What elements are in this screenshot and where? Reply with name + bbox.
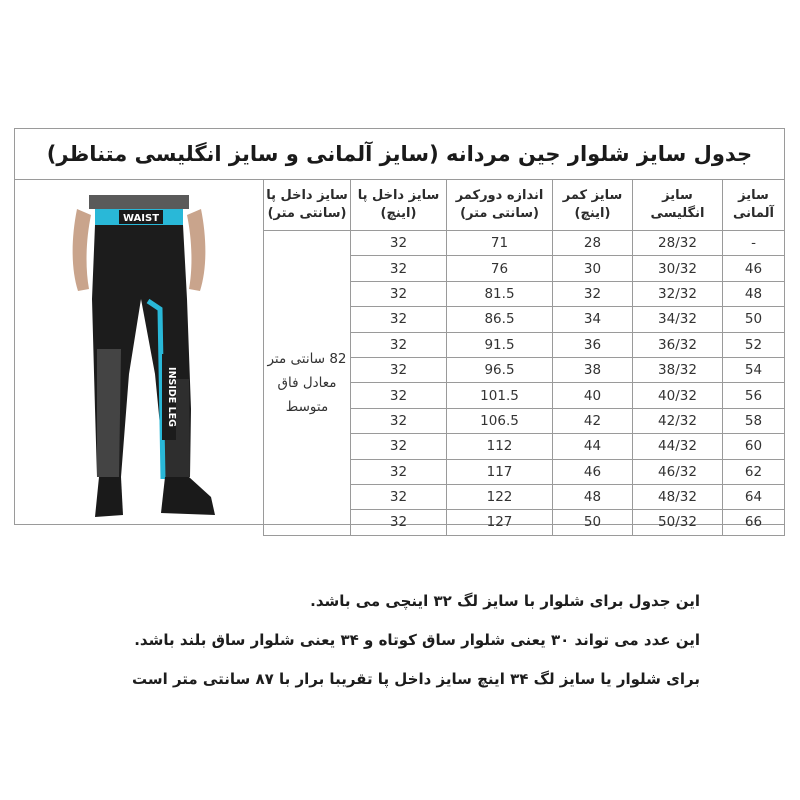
header-inseam-cm: سایز داخل پا (سانتی متر)	[264, 180, 351, 231]
cell-inseam-inch: 32	[351, 510, 447, 535]
left-arm-shape	[73, 209, 91, 291]
size-chart-frame	[14, 128, 785, 531]
jeans-model-image	[15, 179, 263, 524]
cell-german: 48	[723, 281, 785, 306]
cell-german: -	[723, 231, 785, 256]
right-shoe-shape	[161, 477, 215, 515]
cell-waist-inch: 50	[553, 510, 633, 535]
cell-english: 44/32	[633, 434, 723, 459]
cell-inseam-inch: 32	[351, 408, 447, 433]
inside-leg-label: INSIDE LEG	[166, 367, 177, 427]
header-inseam-inch: سایز داخل پا (اینچ)	[351, 180, 447, 231]
cell-waist-cm: 96.5	[447, 357, 553, 382]
header-waist-inch: سایز کمر (اینچ)	[553, 180, 633, 231]
cell-english: 32/32	[633, 281, 723, 306]
cell-english: 38/32	[633, 357, 723, 382]
cell-waist-cm: 91.5	[447, 332, 553, 357]
cell-waist-inch: 34	[553, 307, 633, 332]
header-waist-cm: اندازه دورکمر (سانتی متر)	[447, 180, 553, 231]
cell-german: 46	[723, 256, 785, 281]
cell-english: 46/32	[633, 459, 723, 484]
cell-inseam-inch: 32	[351, 434, 447, 459]
cell-waist-inch: 48	[553, 484, 633, 509]
cell-waist-cm: 112	[447, 434, 553, 459]
cell-english: 48/32	[633, 484, 723, 509]
note-line: این جدول برای شلوار با سایز لگ ۳۲ اینچی می باشد.	[310, 592, 700, 610]
cell-inseam-inch: 32	[351, 459, 447, 484]
table-header-row	[264, 180, 785, 231]
cell-waist-cm: 117	[447, 459, 553, 484]
cell-waist-inch: 42	[553, 408, 633, 433]
header-english-size: سایز انگلیسی	[633, 180, 723, 231]
cell-english: 34/32	[633, 307, 723, 332]
cell-inseam-inch: 32	[351, 281, 447, 306]
cell-german: 50	[723, 307, 785, 332]
cell-german: 66	[723, 510, 785, 535]
cell-inseam-inch: 32	[351, 256, 447, 281]
cell-waist-inch: 36	[553, 332, 633, 357]
cell-waist-cm: 76	[447, 256, 553, 281]
cell-waist-inch: 30	[553, 256, 633, 281]
waist-label: WAIST	[122, 213, 160, 224]
cell-german: 56	[723, 383, 785, 408]
cell-inseam-inch: 32	[351, 231, 447, 256]
cell-inseam-inch: 32	[351, 332, 447, 357]
cell-inseam-inch: 32	[351, 383, 447, 408]
cell-waist-cm: 106.5	[447, 408, 553, 433]
cell-inseam-inch: 32	[351, 307, 447, 332]
cell-english: 28/32	[633, 231, 723, 256]
inseam-cm-note: 82 سانتی متر معادل فاق متوسط	[264, 231, 351, 536]
cell-waist-cm: 122	[447, 484, 553, 509]
cell-german: 54	[723, 357, 785, 382]
cell-waist-cm: 81.5	[447, 281, 553, 306]
cell-waist-inch: 38	[553, 357, 633, 382]
cell-german: 64	[723, 484, 785, 509]
right-arm-shape	[187, 209, 205, 291]
cell-english: 50/32	[633, 510, 723, 535]
cell-waist-inch: 28	[553, 231, 633, 256]
note-line: برای شلوار یا سایز لگ ۳۴ اینچ سایز داخل پا تقریبا برار با ۸۷ سانتی متر است	[131, 670, 700, 688]
size-table	[263, 179, 785, 536]
cell-inseam-inch: 32	[351, 484, 447, 509]
header-german-size: سایز آلمانی	[723, 180, 785, 231]
note-line: این عدد می تواند ۳۰ یعنی شلوار ساق کوتاه و ۳۴ یعنی شلوار ساق بلند باشد.	[134, 631, 700, 649]
left-shoe-shape	[95, 477, 123, 517]
cell-waist-inch: 32	[553, 281, 633, 306]
cell-waist-cm: 127	[447, 510, 553, 535]
cell-german: 52	[723, 332, 785, 357]
cell-german: 60	[723, 434, 785, 459]
cell-german: 62	[723, 459, 785, 484]
size-notes	[60, 590, 700, 707]
chart-title: جدول سایز شلوار جین مردانه (سایز آلمانی و سایز انگلیسی متناظر)	[15, 129, 784, 180]
cell-waist-inch: 44	[553, 434, 633, 459]
cell-english: 40/32	[633, 383, 723, 408]
cell-waist-cm: 71	[447, 231, 553, 256]
cell-waist-cm: 86.5	[447, 307, 553, 332]
cell-inseam-inch: 32	[351, 357, 447, 382]
cell-english: 42/32	[633, 408, 723, 433]
cell-waist-cm: 101.5	[447, 383, 553, 408]
table-row	[264, 231, 785, 256]
cell-waist-inch: 46	[553, 459, 633, 484]
cell-english: 36/32	[633, 332, 723, 357]
cell-english: 30/32	[633, 256, 723, 281]
cell-german: 58	[723, 408, 785, 433]
cell-waist-inch: 40	[553, 383, 633, 408]
